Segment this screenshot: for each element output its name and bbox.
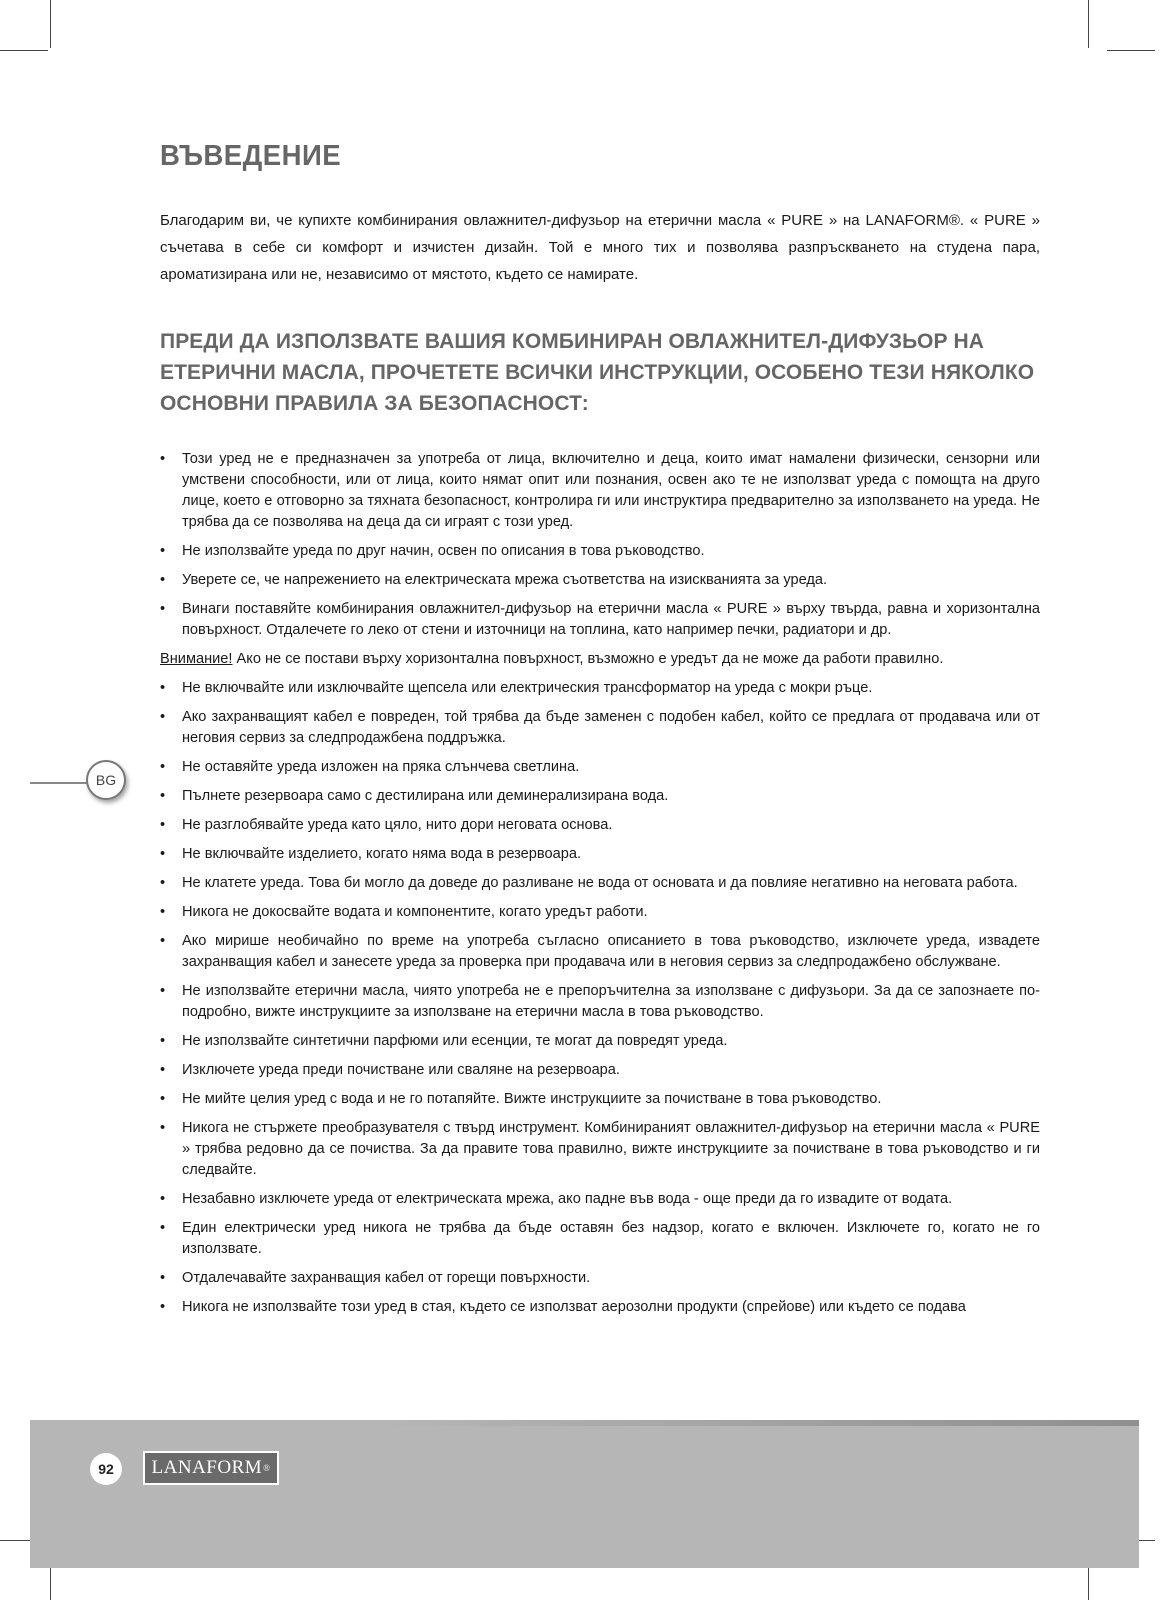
list-item: • Никога не стържете преобразувателя с твърд инструмент. Комбинираният овлажнител-дифузьор на етерични масла « PURE » трябва редовно да се почиства. За да правите това правилно, вижте инструкциите за почистване в това ръководство и ги следвайте. (160, 1118, 1040, 1181)
crop-mark (0, 50, 48, 51)
crop-mark (1107, 50, 1155, 51)
list-item: • Не разглобявайте уреда като цяло, нито дори неговата основа. (160, 815, 1040, 836)
brand-name: LANAFORM (151, 1457, 263, 1478)
footer-divider (380, 1420, 1139, 1426)
list-item: • Не използвайте етерични масла, чиято употреба не е препоръчителна за използване с дифузьори. За да се запознаете по-подробно, вижте инструкциите за използване на етерични масла в това ръководство. (160, 981, 1040, 1023)
list-item: • Този уред не е предназначен за употреба от лица, включително и деца, които имат намалени физически, сензорни или умствени способности, или от лица, които нямат опит или познания, освен ако те не използват уреда с помощта на друго лице, което е отговорно за тяхната безопасност, контролира ги или инструктира предварително за използването на уреда. Не трябва да се позволява на деца да си играят с този уред. (160, 449, 1040, 533)
list-item: • Не мийте целия уред с вода и не го потапяйте. Вижте инструкциите за почистване в това ръководство. (160, 1089, 1040, 1110)
list-item: • Отдалечавайте захранващия кабел от горещи повърхности. (160, 1268, 1040, 1289)
list-item: • Винаги поставяйте комбинирания овлажнител-дифузьор на етерични масла « PURE » върху твърда, равна и хоризонтална повърхност. Отдалечете го леко от стени и източници на топлина, като например печки, радиатори и др. (160, 599, 1040, 641)
list-item: • Изключете уреда преди почистване или сваляне на резервоара. (160, 1060, 1040, 1081)
language-badge: BG (86, 760, 126, 800)
warning-note (160, 649, 1040, 670)
list-item: • Уверете се, че напрежението на електрическата мрежа съответства на изискванията за уреда. (160, 570, 1040, 591)
list-item: • Никога не докосвайте водата и компонентите, когато уредът работи. (160, 902, 1040, 923)
list-item: • Не оставяйте уреда изложен на пряка слънчева светлина. (160, 757, 1040, 778)
list-item: • Не включвайте или изключвайте щепсела или електрическия трансформатор на уреда с мокри ръце. (160, 678, 1040, 699)
list-item: • Ако захранващият кабел е повреден, той трябва да бъде заменен с подобен кабел, който се предлага от продавача или от неговия сервиз за следпродажбена поддръжка. (160, 707, 1040, 749)
list-item: • Един електрически уред никога не трябва да бъде оставян без надзор, когато е включен. Изключете го, когато не го използвате. (160, 1218, 1040, 1260)
warning-label: Внимание! (160, 651, 233, 667)
warning-text: Ако не се постави върху хоризонтална повърхност, възможно е уредът да не може да работи правилно. (232, 651, 944, 667)
list-item: • Не клатете уреда. Това би могло да доведе до разливане не вода от основата и да повлияе негативно на неговата работа. (160, 873, 1040, 894)
registered-mark: ® (263, 1463, 271, 1473)
list-item: • Незабавно изключете уреда от електрическата мрежа, ако падне във вода - още преди да го извадите от водата. (160, 1189, 1040, 1210)
brand-logo (143, 1451, 279, 1485)
list-item: • Ако мирише необичайно по време на употреба съгласно описанието в това ръководство, изключете уреда, извадете захранващия кабел и занесете уреда за проверка при продавача или в неговия сервиз за следпродажбено обслужване. (160, 931, 1040, 973)
footer-bar (30, 1420, 1139, 1568)
page-content (160, 140, 1040, 1326)
crop-mark (50, 0, 51, 48)
list-item: • Пълнете резервоара само с дестилирана или деминерализирана вода. (160, 786, 1040, 807)
page-number: 92 (90, 1453, 122, 1485)
section-heading: ВЪВЕДЕНИЕ (160, 140, 342, 172)
list-item: • Не използвайте уреда по друг начин, освен по описания в това ръководство. (160, 541, 1040, 562)
list-item: • Не използвайте синтетични парфюми или есенции, те могат да повредят уреда. (160, 1031, 1040, 1052)
crop-mark (1088, 0, 1089, 48)
intro-paragraph: Благодарим ви, че купихте комбинирания овлажнител-дифузьор на етерични масла « PURE » на LANAFORM®. « PURE » съчетава в себе си комфорт и изчистен дизайн. Той е много тих и позволява разпръскването на студена пара, ароматизирана или не, независимо от мястото, където се намирате. (160, 212, 1040, 283)
list-item: • Не включвайте изделието, когато няма вода в резервоара. (160, 844, 1040, 865)
list-item: • Никога не използвайте този уред в стая, където се използват аерозолни продукти (спрейове) или където се подава (160, 1297, 1040, 1318)
safety-heading: ПРЕДИ ДА ИЗПОЛЗВАТЕ ВАШИЯ КОМБИНИРАН ОВЛАЖНИТЕЛ-ДИФУЗЬОР НА ЕТЕРИЧНИ МАСЛА, ПРОЧЕТЕТЕ ВСИЧКИ ИНСТРУКЦИИ, ОСОБЕНО ТЕЗИ НЯКОЛКО ОСНОВНИ ПРАВИЛА ЗА БЕЗОПАСНОСТ: (160, 330, 1035, 415)
safety-rules-list (160, 449, 1040, 1318)
